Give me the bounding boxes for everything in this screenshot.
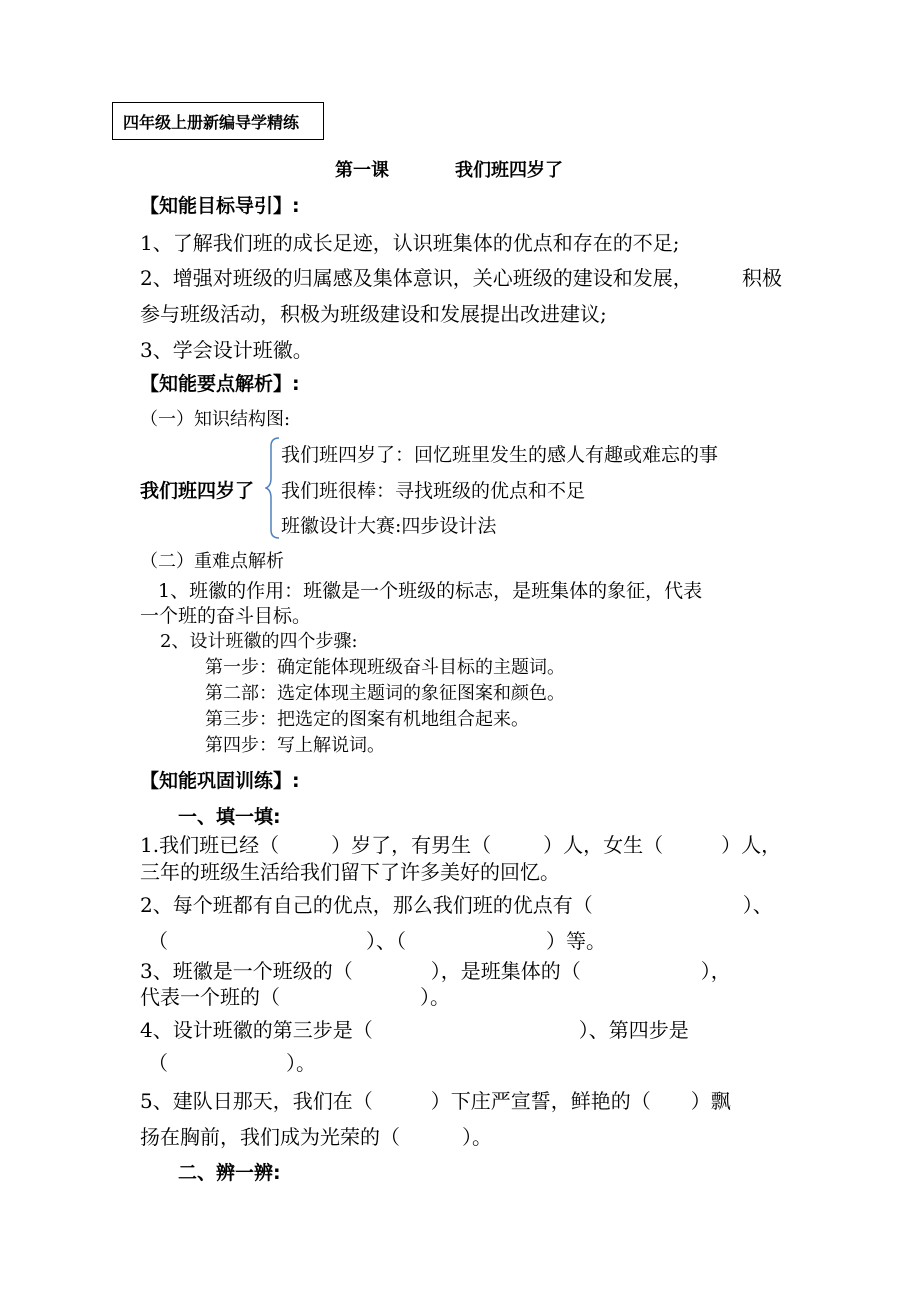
fill-heading: 一、填一填: xyxy=(178,806,281,828)
goal-1: 1、了解我们班的成长足迹，认识班集体的优点和存在的不足; xyxy=(140,231,680,255)
q5-part-1: 5、建队日那天，我们在（ xyxy=(140,1089,373,1113)
header-box xyxy=(112,102,324,140)
q1-part-1: 1.我们班已经（ xyxy=(140,833,280,857)
practice-heading: 【知能巩固训练】: xyxy=(140,770,300,792)
key-1-line2: 一个班的奋斗目标。 xyxy=(140,605,312,627)
q5-blank-2[interactable] xyxy=(651,1088,691,1108)
q3-blank-2[interactable] xyxy=(581,958,701,978)
q4-part-3: （ xyxy=(148,1051,168,1075)
q1-blank-1[interactable] xyxy=(279,832,331,852)
structure-item-1: 我们班四岁了：回忆班里发生的感人有趣或难忘的事 xyxy=(281,444,719,466)
q4-blank-1[interactable] xyxy=(373,1017,579,1037)
judge-heading: 二、辨一辨: xyxy=(178,1162,281,1184)
q2-line1 xyxy=(140,889,773,918)
lesson-number: 第一课 xyxy=(335,160,389,181)
step-2: 第二部：选定体现主题词的象征图案和颜色。 xyxy=(205,683,565,704)
goals-heading: 【知能目标导引】: xyxy=(140,195,300,217)
q4-part-1: 4、设计班徽的第三步是（ xyxy=(140,1018,373,1042)
step-4: 第四步：写上解说词。 xyxy=(205,735,385,756)
q5-blank-3[interactable] xyxy=(400,1124,462,1144)
q5-part-2: ）下庄严宣誓，鲜艳的（ xyxy=(430,1089,651,1113)
structure-item-3: 班徽设计大赛:四步设计法 xyxy=(281,515,497,537)
q4-part-2: ）、第四步是 xyxy=(578,1018,689,1042)
points-heading: 【知能要点解析】: xyxy=(140,373,300,395)
header-box-text: 四年级上册新编导学精练 xyxy=(123,112,300,132)
q3-part-2: ），是班集体的（ xyxy=(430,959,581,983)
structure-item-2: 我们班很棒：寻找班级的优点和不足 xyxy=(281,480,586,502)
q4-line2 xyxy=(148,1047,316,1076)
q3-blank-3[interactable] xyxy=(280,984,420,1004)
q1-line1 xyxy=(140,829,781,858)
q2-part-1: 2、每个班都有自己的优点，那么我们班的优点有（ xyxy=(140,893,593,917)
q3-part-4: 代表一个班的（ xyxy=(140,985,280,1009)
q3-part-5: ）。 xyxy=(420,985,450,1009)
q3-part-1: 3、班徽是一个班级的（ xyxy=(140,959,353,983)
q3-line2 xyxy=(140,981,450,1010)
goal-2-cont: 参与班级活动，积极为班级建设和发展提出改进建议; xyxy=(140,302,607,326)
q2-blank-1[interactable] xyxy=(593,892,743,912)
q4-blank-2[interactable] xyxy=(168,1050,286,1070)
q1-line2: 三年的班级生活给我们留下了许多美好的回忆。 xyxy=(140,860,560,884)
q4-part-4: ）。 xyxy=(286,1051,316,1075)
q2-line2 xyxy=(148,925,606,954)
step-1: 第一步：确定能体现班级奋斗目标的主题词。 xyxy=(205,657,565,678)
key-1-line1: 1、班徽的作用：班徽是一个班级的标志，是班集体的象征，代表 xyxy=(158,580,703,602)
key-2: 2、设计班徽的四个步骤: xyxy=(160,631,358,652)
key-label: （二）重难点解析 xyxy=(140,551,284,572)
q1-part-4: ）人， xyxy=(721,833,782,857)
goal-2: 2、增强对班级的归属感及集体意识，关心班级的建设和发展， xyxy=(140,266,693,290)
q2-part-5: ）等。 xyxy=(546,929,606,953)
lesson-title: 我们班四岁了 xyxy=(455,160,563,181)
q5-line1 xyxy=(140,1085,731,1114)
q5-part-4: 扬在胸前，我们成为光荣的（ xyxy=(140,1125,400,1149)
q1-part-2: ）岁了，有男生（ xyxy=(331,833,492,857)
q3-line1 xyxy=(140,955,731,984)
q1-part-3: ）人，女生（ xyxy=(543,833,664,857)
q4-line1 xyxy=(140,1014,689,1043)
structure-label: （一）知识结构图: xyxy=(140,409,291,430)
goal-3: 3、学会设计班徽。 xyxy=(140,338,313,362)
q3-blank-1[interactable] xyxy=(353,958,431,978)
q5-blank-1[interactable] xyxy=(373,1088,431,1108)
q5-line2 xyxy=(140,1121,492,1150)
q5-part-5: ）。 xyxy=(462,1125,492,1149)
q3-part-3: ）， xyxy=(700,959,731,983)
q1-blank-3[interactable] xyxy=(663,832,721,852)
structure-root: 我们班四岁了 xyxy=(140,480,255,502)
q2-part-4: ）、（ xyxy=(366,929,406,953)
q1-blank-2[interactable] xyxy=(491,832,543,852)
q5-part-3: ）飘 xyxy=(690,1089,731,1113)
goal-2-tail: 积极 xyxy=(742,266,782,290)
step-3: 第三步：把选定的图案有机地组合起来。 xyxy=(205,709,529,730)
q2-blank-3[interactable] xyxy=(406,928,546,948)
structure-brace xyxy=(265,436,281,540)
q2-part-3: （ xyxy=(148,929,168,953)
q2-blank-2[interactable] xyxy=(168,928,366,948)
q2-part-2: ）、 xyxy=(742,893,773,917)
